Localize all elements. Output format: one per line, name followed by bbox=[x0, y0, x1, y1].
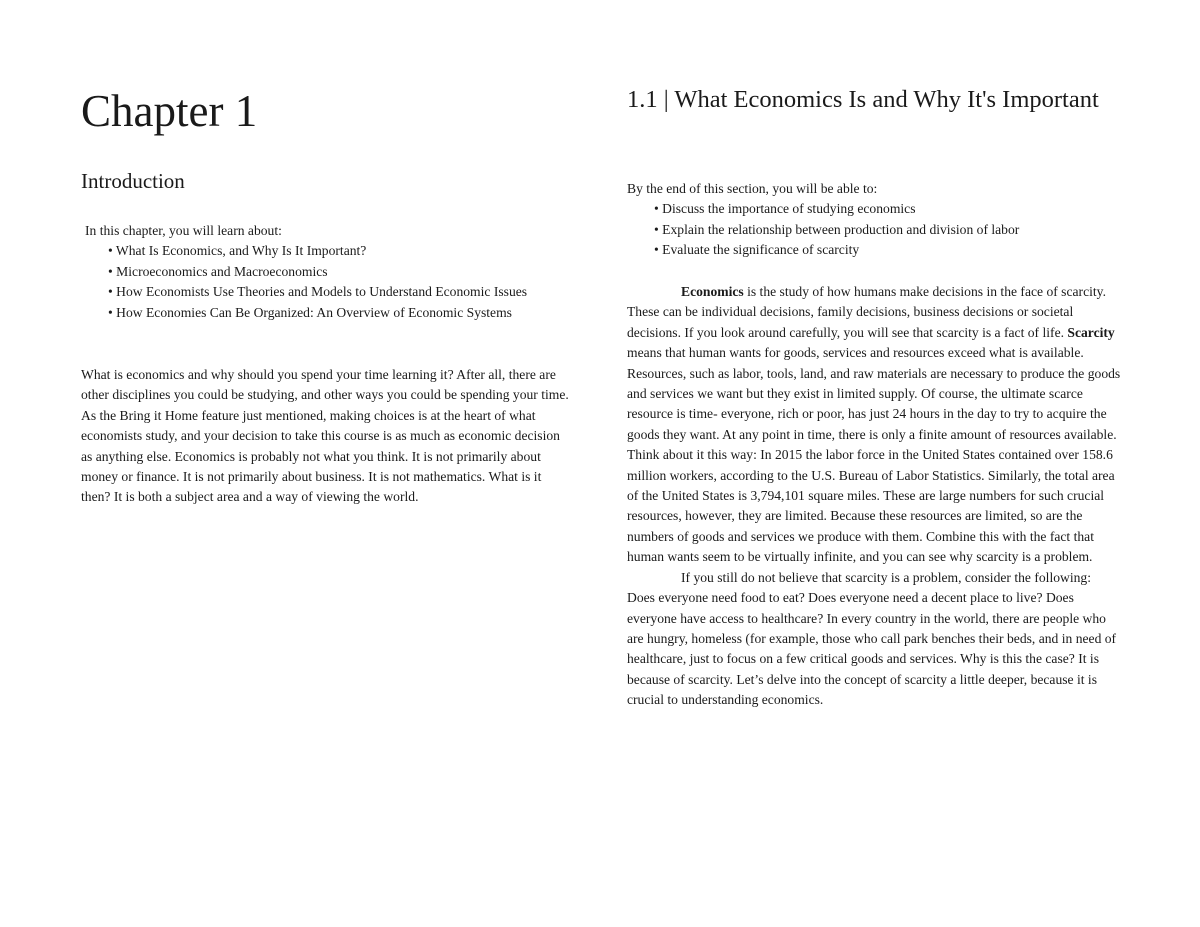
bullet-icon: • bbox=[654, 221, 659, 237]
bullet-icon: • bbox=[108, 263, 113, 279]
bullet-icon: • bbox=[108, 304, 113, 320]
section-body bbox=[627, 282, 1122, 711]
learning-topics-intro: In this chapter, you will learn about: bbox=[85, 223, 282, 238]
list-item bbox=[627, 220, 1122, 240]
learning-objectives bbox=[627, 179, 1122, 261]
learning-topics bbox=[81, 221, 573, 323]
list-item bbox=[81, 262, 573, 282]
list-item bbox=[81, 282, 573, 302]
term-scarcity: Scarcity bbox=[1067, 324, 1115, 340]
bullet-icon: • bbox=[654, 242, 659, 258]
paragraph-text: is the study of how humans make decisions in the face of scarcity. These can be individual decisions, family decisions, business decisions or societal decisions. If you look around carefully, you will see that scarcity is a fact of life. bbox=[627, 284, 1106, 340]
bullet-icon: • bbox=[108, 243, 113, 259]
scarcity-followup-paragraph: If you still do not believe that scarcity is a problem, consider the following: Does everyone need food to eat? Does everyone need a decent place to live? Does everyone have access to healthcare? In every country in the world, there are people who are hungry, homeless (for example, those who call park benches their beds, and in need of healthcare, just to focus on a few critical goods and services. Why is this the case? It is because of scarcity. Let’s delve into the concept of scarcity a little deeper, because it is crucial to understanding economics. bbox=[627, 569, 1117, 708]
bullet-icon: • bbox=[654, 201, 659, 217]
term-economics: Economics bbox=[681, 284, 744, 299]
list-item-text: What Is Economics, and Why Is It Important? bbox=[115, 243, 367, 259]
list-item bbox=[627, 240, 1122, 260]
paragraph-text: means that human wants for goods, services and resources exceed what is available. Resources, such as labor, tools, land, and raw materials are necessary to produce the goods and services we want but they exist in limited supply. Of course, the ultimate scarce resource is time- everyone, rich or poor, has just 24 hours in the day to try to acquire the goods they want. At any point in time, there is only a finite amount of resources available. Think about it this way: In 2015 the labor force in the United States contained over 158.6 million workers, according to the U.S. Bureau of Labor Statistics. Similarly, the total area of the United States is 3,794,101 square miles. These are large numbers for such crucial resources, however, they are limited. Because these resources are limited, so are the numbers of goods and services we produce with them. Combine this with the fact that human wants seem to be virtually infinite, and you can see why scarcity is a problem. bbox=[627, 345, 1121, 565]
bullet-icon: • bbox=[108, 284, 113, 300]
list-item bbox=[81, 241, 573, 261]
section-title: 1.1 | What Economics Is and Why It's Important bbox=[627, 86, 1099, 113]
list-item-text: Explain the relationship between production and division of labor bbox=[662, 221, 1020, 237]
chapter-title: Chapter 1 bbox=[81, 86, 258, 136]
list-item bbox=[627, 199, 1122, 219]
list-item bbox=[81, 303, 573, 323]
list-item-text: Evaluate the significance of scarcity bbox=[662, 242, 860, 258]
list-item-text: How Economists Use Theories and Models to Understand Economic Issues bbox=[116, 284, 528, 300]
learning-objectives-intro: By the end of this section, you will be able to: bbox=[627, 181, 878, 196]
learning-objectives-list bbox=[627, 199, 1122, 260]
scarcity-paragraph bbox=[627, 282, 1122, 568]
list-item-text: Discuss the importance of studying economics bbox=[662, 201, 916, 217]
intro-paragraph: What is economics and why should you spend your time learning it? After all, there are other disciplines you could be studying, and other ways you could be spending your time. As the Bring it Home feature just mentioned, making choices is at the heart of what economists study, and your decision to take this course is as much as economic decision as anything else. Economics is probably not what you think. It is not primarily about money or finance. It is not primarily about business. It is not mathematics. What is it then? It is both a subject area and a way of viewing the world. bbox=[81, 367, 569, 505]
list-item-text: How Economies Can Be Organized: An Overview of Economic Systems bbox=[116, 304, 512, 320]
list-item-text: Microeconomics and Macroeconomics bbox=[116, 263, 328, 279]
intro-heading: Introduction bbox=[81, 169, 185, 193]
learning-topics-list bbox=[81, 241, 573, 323]
